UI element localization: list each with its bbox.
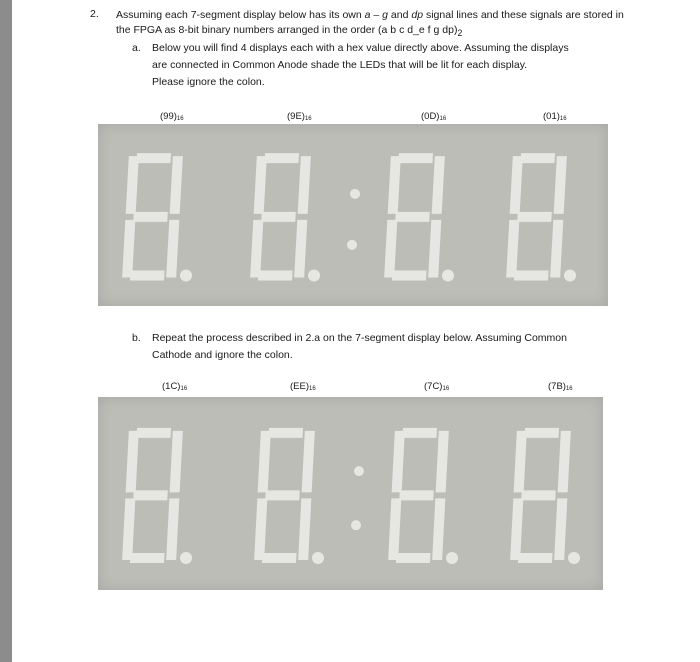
panel-b-digit-2-segment-a bbox=[268, 428, 303, 438]
part-a-hex-value-4: (01) bbox=[543, 111, 560, 122]
panel-a-colon-bottom bbox=[347, 240, 357, 250]
panel-b-digit-3-segment-g bbox=[399, 490, 434, 500]
panel-b-digit-3-segment-e bbox=[388, 498, 401, 560]
panel-a-digit-1-dp bbox=[180, 270, 192, 282]
panel-b-digit-2-segment-g bbox=[265, 490, 300, 500]
part-b-hex-label-4 bbox=[548, 381, 573, 392]
panel-a-digit-3-segment-a bbox=[398, 153, 433, 163]
panel-a-digit-2-segment-b bbox=[298, 156, 311, 214]
panel-b-digit-1-segment-g bbox=[133, 490, 168, 500]
part-a-line3: Please ignore the colon. bbox=[152, 76, 265, 88]
panel-a-digit-3-segment-g bbox=[395, 212, 430, 222]
part-a-hex-value-3: (0D) bbox=[421, 111, 440, 122]
panel-b-digit-4 bbox=[510, 428, 580, 564]
part-a-hex-base-1: 16 bbox=[176, 116, 184, 122]
panel-b-digit-3-segment-d bbox=[396, 553, 431, 563]
panel-b-digit-1-segment-b bbox=[170, 431, 183, 493]
panel-a-digit-1 bbox=[122, 153, 192, 281]
panel-b-digit-4-segment-a bbox=[524, 428, 559, 438]
panel-a-digit-1-segment-f bbox=[126, 156, 139, 214]
panel-a-digit-3-segment-e bbox=[384, 220, 397, 278]
panel-a-svg bbox=[98, 124, 608, 306]
question-italic-dp: dp bbox=[411, 9, 424, 21]
panel-a-digit-2-segment-a bbox=[264, 153, 299, 163]
panel-a-digit-4-segment-c bbox=[550, 220, 563, 278]
panel-b-digit-1 bbox=[122, 428, 192, 564]
panel-a-digit-4 bbox=[506, 153, 576, 281]
part-a-hex-value-1: (99) bbox=[160, 111, 177, 122]
part-b-instructions bbox=[132, 330, 622, 366]
part-b-hex-value-1: (1C) bbox=[162, 381, 181, 392]
panel-a-digit-3-segment-c bbox=[428, 220, 441, 278]
question-number: 2. bbox=[90, 8, 99, 20]
panel-a-digit-4-dp bbox=[564, 270, 576, 282]
panel-a-digit-1-segment-c bbox=[166, 220, 179, 278]
panel-b-digit-4-segment-e bbox=[510, 498, 523, 560]
panel-a-digit-2-segment-g bbox=[261, 212, 296, 222]
panel-b-digit-1-segment-c bbox=[166, 498, 179, 560]
part-b-line2: Cathode and ignore the colon. bbox=[152, 349, 293, 361]
panel-b-colon-top bbox=[354, 466, 364, 476]
part-a-hex-base-2: 16 bbox=[304, 116, 312, 122]
panel-b-digit-1-dp bbox=[180, 552, 192, 564]
panel-b-digit-4-segment-f bbox=[514, 431, 527, 493]
panel-a-digit-1-segment-e bbox=[122, 220, 135, 278]
part-b-line1: Repeat the process described in 2.a on the 7-segment display below. Assuming Common bbox=[152, 332, 567, 344]
panel-a-digit-2-segment-f bbox=[254, 156, 267, 214]
question-text bbox=[116, 8, 636, 41]
panel-b-digit-3-segment-f bbox=[392, 431, 405, 493]
panel-a-digit-4-segment-g bbox=[517, 212, 552, 222]
panel-b-digit-3-segment-a bbox=[402, 428, 437, 438]
panel-a-digit-1-segment-g bbox=[133, 212, 168, 222]
part-a-hex-base-3: 16 bbox=[439, 116, 447, 122]
panel-a-digit-2 bbox=[250, 153, 320, 281]
part-b-hex-label-1 bbox=[162, 381, 187, 392]
panel-b-digit-2-segment-f bbox=[258, 431, 271, 493]
part-b-hex-base-3: 16 bbox=[442, 386, 450, 392]
panel-a-digit-1-segment-b bbox=[170, 156, 183, 214]
seven-segment-panel-a bbox=[98, 124, 608, 306]
panel-a-digit-1-segment-a bbox=[136, 153, 171, 163]
seven-segment-panel-b bbox=[98, 397, 603, 590]
panel-b-svg bbox=[98, 397, 603, 590]
panel-a-digit-2-segment-e bbox=[250, 220, 263, 278]
part-a-hex-label-3 bbox=[421, 111, 446, 122]
panel-b-digit-2-segment-c bbox=[298, 498, 311, 560]
panel-a-digit-3-segment-d bbox=[392, 271, 427, 281]
left-margin-bar bbox=[0, 0, 12, 662]
panel-b-colon-bottom bbox=[351, 520, 361, 530]
panel-b-digit-4-segment-d bbox=[518, 553, 553, 563]
part-a-hex-label-1 bbox=[160, 111, 184, 122]
panel-b-digit-2-dp bbox=[312, 552, 324, 564]
panel-a-digit-4-segment-d bbox=[514, 271, 549, 281]
panel-b-digit-2-segment-b bbox=[302, 431, 315, 493]
part-b-hex-label-3 bbox=[424, 381, 449, 392]
panel-b-digit-3-segment-c bbox=[432, 498, 445, 560]
panel-b-digit-4-dp bbox=[568, 552, 580, 564]
part-a-hex-label-4 bbox=[543, 111, 567, 122]
panel-b-digit-3 bbox=[388, 428, 458, 564]
panel-a-digit-2-segment-d bbox=[258, 271, 293, 281]
panel-b-digit-3-segment-b bbox=[436, 431, 449, 493]
part-a-instructions bbox=[132, 40, 622, 92]
panel-b-digit-2-segment-e bbox=[254, 498, 267, 560]
question-text-pre: Assuming each 7-segment display below has its own bbox=[116, 9, 365, 21]
panel-b-digit-1-segment-d bbox=[130, 553, 165, 563]
part-b-letter: b. bbox=[132, 332, 141, 344]
panel-b-digit-4-segment-c bbox=[554, 498, 567, 560]
part-b-hex-base-4: 16 bbox=[565, 386, 573, 392]
part-a-hex-base-4: 16 bbox=[559, 116, 567, 122]
panel-a-digit-3-segment-b bbox=[432, 156, 445, 214]
part-b-hex-value-2: (EE) bbox=[290, 381, 309, 392]
panel-b-digit-1-segment-e bbox=[122, 498, 135, 560]
panel-a-digit-3 bbox=[384, 153, 454, 281]
panel-a-digit-2-dp bbox=[308, 270, 320, 282]
part-a-hex-value-2: (9E) bbox=[287, 111, 305, 122]
question-text-post: signal lines and these signals are stored in the FPGA as 8-bit binary numbers arranged in the order (a b c d_e f g dp) bbox=[116, 9, 624, 36]
part-b-hex-value-4: (7B) bbox=[548, 381, 566, 392]
panel-a-digit-4-segment-f bbox=[510, 156, 523, 214]
panel-a-digit-1-segment-d bbox=[130, 271, 165, 281]
panel-b-digit-4-segment-b bbox=[558, 431, 571, 493]
panel-b-digit-1-segment-f bbox=[126, 431, 139, 493]
panel-a-digit-2-segment-c bbox=[294, 220, 307, 278]
panel-a-digit-4-segment-b bbox=[554, 156, 567, 214]
part-b-hex-label-2 bbox=[290, 381, 316, 392]
part-b-hex-base-1: 16 bbox=[180, 386, 188, 392]
panel-a-digit-3-dp bbox=[442, 270, 454, 282]
question-italic-a-g: a – g bbox=[364, 9, 388, 21]
question-order-subscript: 2 bbox=[457, 28, 463, 39]
part-b-hex-base-2: 16 bbox=[309, 386, 316, 392]
part-a-line2: are connected in Common Anode shade the LEDs that will be lit for each display. bbox=[152, 59, 528, 71]
question-text-mid: and bbox=[388, 9, 412, 21]
panel-a-digit-3-segment-f bbox=[388, 156, 401, 214]
part-a-line1: Below you will find 4 displays each with a hex value directly above. Assuming the displays bbox=[152, 42, 569, 54]
part-a-letter: a. bbox=[132, 42, 141, 54]
panel-b-digit-2-segment-d bbox=[262, 553, 297, 563]
part-b-hex-value-3: (7C) bbox=[424, 381, 443, 392]
part-a-hex-label-2 bbox=[287, 111, 312, 122]
panel-b-digit-3-dp bbox=[446, 552, 458, 564]
panel-b-digit-2 bbox=[254, 428, 324, 564]
panel-b-digit-1-segment-a bbox=[136, 428, 171, 438]
panel-a-digit-4-segment-e bbox=[506, 220, 519, 278]
panel-a-colon-top bbox=[350, 189, 360, 199]
panel-a-digit-4-segment-a bbox=[520, 153, 555, 163]
panel-b-digit-4-segment-g bbox=[521, 490, 556, 500]
